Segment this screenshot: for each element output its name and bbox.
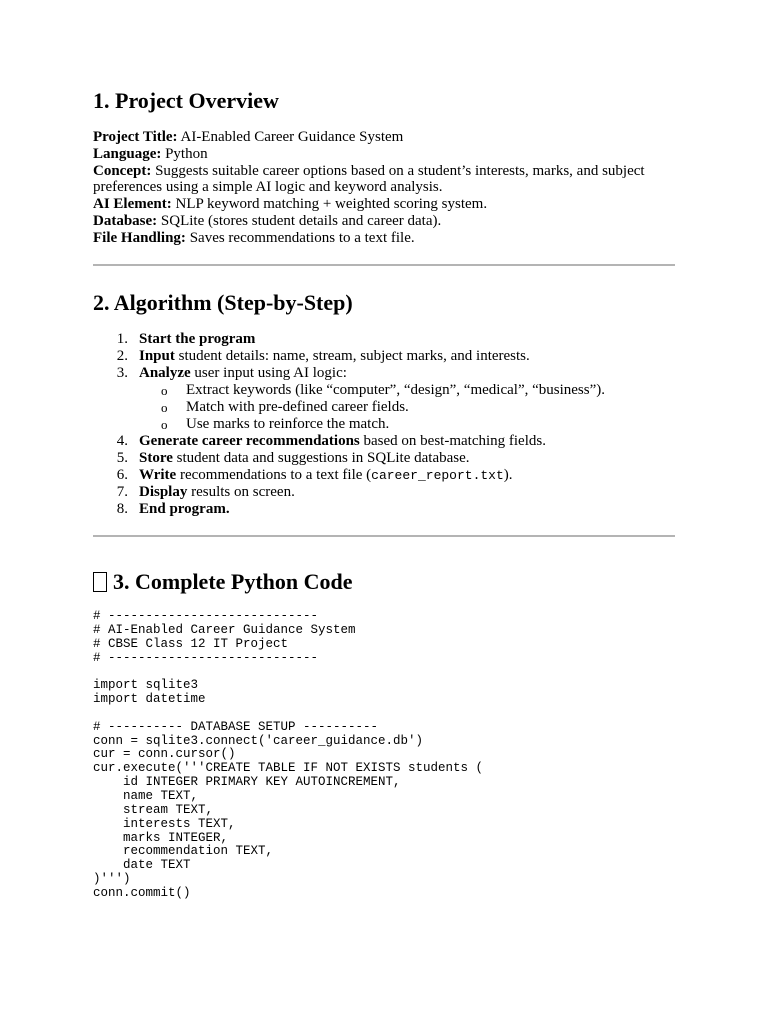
- horizontal-divider: [93, 535, 675, 537]
- detail-value: Python: [161, 145, 208, 162]
- step-number: 7.: [116, 484, 128, 500]
- detail-project-title: [93, 129, 678, 146]
- detail-value: Saves recommendations to a text file.: [185, 229, 415, 246]
- detail-database: [93, 213, 678, 230]
- detail-ai-element: [93, 196, 678, 213]
- bullet-glyph: o: [161, 400, 168, 415]
- step-number: 8.: [116, 501, 128, 517]
- step-keyword: Generate career recommendations: [139, 433, 360, 449]
- step-keyword: Write: [139, 467, 177, 483]
- detail-label: Language:: [93, 145, 162, 162]
- step-keyword: Store: [139, 450, 173, 466]
- section-heading-project-overview: 1. Project Overview: [93, 88, 279, 113]
- detail-value: AI-Enabled Career Guidance System: [177, 129, 404, 145]
- bullet-glyph: o: [161, 417, 168, 432]
- step-number: 4.: [116, 433, 128, 449]
- step-text: based on best-matching fields.: [359, 433, 546, 449]
- section-heading-python-code: [93, 569, 353, 595]
- step-number: 1.: [116, 331, 128, 347]
- detail-file-handling: [93, 230, 678, 247]
- detail-label: Project Title:: [93, 129, 178, 145]
- horizontal-divider: [93, 264, 675, 266]
- missing-glyph-icon: [93, 572, 107, 592]
- step-number: 2.: [116, 348, 128, 364]
- detail-label: Database:: [93, 212, 158, 229]
- step-text: results on screen.: [187, 484, 295, 500]
- detail-label: AI Element:: [93, 196, 172, 213]
- detail-label: Concept:: [93, 162, 152, 179]
- step-keyword: Display: [139, 484, 188, 500]
- section-heading-algorithm: 2. Algorithm (Step-by-Step): [93, 290, 353, 315]
- step-keyword: End program.: [139, 501, 230, 517]
- step-keyword: Analyze: [139, 365, 191, 381]
- heading-text: 3. Complete Python Code: [113, 569, 353, 594]
- bullet-glyph: o: [161, 383, 168, 398]
- step-keyword: Start the program: [139, 331, 256, 347]
- step-text: recommendations to a text file (: [176, 467, 372, 483]
- detail-value: SQLite (stores student details and career data).: [157, 212, 442, 229]
- step-keyword: Input: [139, 348, 175, 364]
- substep-text: Extract keywords (like “computer”, “design”, “medical”, “business”).: [186, 382, 605, 398]
- detail-language: [93, 146, 678, 163]
- project-overview-details: [93, 129, 678, 247]
- python-code-block: # ---------------------------- # AI-Enabled Career Guidance System # CBSE Class 12 IT Project # ---------------------------- import sqlite3 import datetime # ---------- DATABASE SETUP ---------- conn = sqlite3.connect('career_guidance.db') cur = conn.cursor() cur.execute('''CREATE TABLE IF NOT EXISTS students ( id INTEGER PRIMARY KEY AUTOINCREMENT, name TEXT, stream TEXT, interests TEXT, marks INTEGER, recommendation TEXT, date TEXT )''') conn.commit(): [93, 609, 484, 900]
- substep-text: Use marks to reinforce the match.: [186, 416, 390, 432]
- step-text: user input using AI logic:: [190, 365, 347, 381]
- step-text: student details: name, stream, subject marks, and interests.: [174, 348, 530, 364]
- substep-text: Match with pre-defined career fields.: [186, 399, 409, 415]
- detail-value: NLP keyword matching + weighted scoring system.: [171, 196, 488, 213]
- detail-concept: [93, 163, 678, 197]
- inline-code-filename: career_report.txt: [371, 468, 504, 483]
- step-text-end: ).: [503, 467, 513, 483]
- step-number: 3.: [116, 365, 128, 381]
- step-text: student data and suggestions in SQLite database.: [172, 450, 470, 466]
- step-number: 5.: [116, 450, 128, 466]
- detail-value: Suggests suitable career options based on a student’s interests, marks, and subject preferences using a simple AI logic and keyword analysis.: [93, 162, 645, 196]
- detail-label: File Handling:: [93, 229, 186, 246]
- step-number: 6.: [116, 467, 128, 483]
